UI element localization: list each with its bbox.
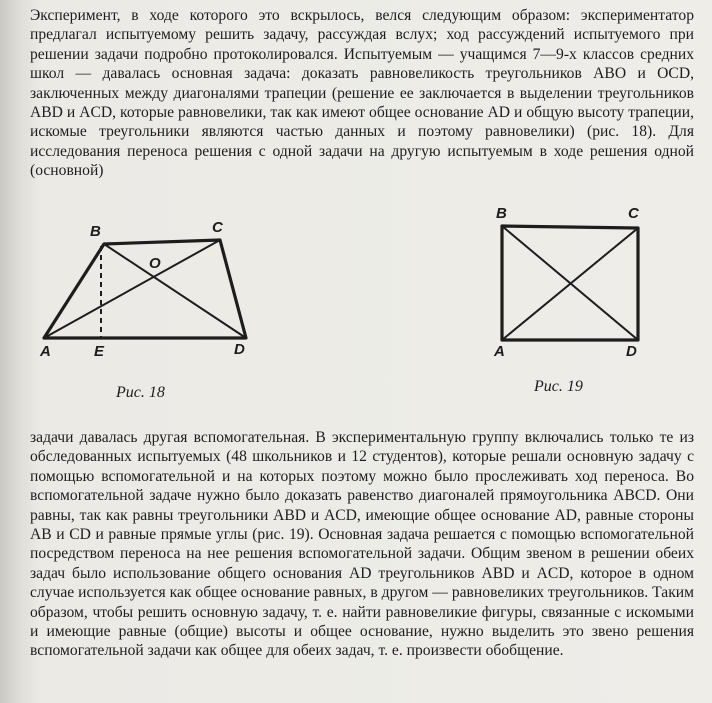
caption-figure-18: Рис. 18 [116, 384, 165, 401]
label-o: O [149, 255, 161, 272]
rectangle-diagram [488, 200, 658, 362]
label-d: D [626, 343, 637, 360]
trapezoid-outline [44, 240, 246, 338]
label-a: A [494, 343, 505, 360]
paragraph-bottom: задачи давалась другая вспомогательная. В экспериментальную группу включались только те из обследованных испытуемых (48 школьников и 12 студентов), которые решали основную задачу с помощью вспомогательной и на которых поэтому можно было прослеживать ход переноса. Во вспомогательной задаче нужно было доказать равенство диагоналей прямоугольника ABCD. Они равны, так как равны треугольники ABD и ACD, имеющие общее основание AD, равные стороны AB и CD и равные прямые углы (рис. 19). Основная задача решается с помощью вспомогательной посредством переноса на нее решения вспомогательной задачи. Общим звеном в решении обеих задач было использование общего основания AD треугольников ABD и ACD, которое в одном случае используется как общее основание равных, в другом — равновеликих треугольников. Таким образом, чтобы решить основную задачу, т. е. найти равновеликие фигуры, связанные с искомыми и имеющие равные (общие) высоты и общее основание, нужно выделить это звено решения вспомогательной задачи как общее для обеих задач, т. е. произвести обобщение. [30, 429, 694, 660]
figure-19-rectangle [488, 200, 658, 362]
label-d: D [234, 341, 245, 358]
trapezoid-diagram [28, 212, 268, 362]
label-c: C [628, 205, 639, 222]
label-b: B [496, 205, 507, 222]
diagonal-ac [44, 240, 220, 338]
label-b: B [90, 223, 101, 240]
label-e: E [94, 343, 105, 360]
figure-18-trapezoid [28, 212, 268, 362]
label-a: A [40, 343, 51, 360]
paragraph-top: Эксперимент, в ходе которого это вскрылось, велся следующим образом: экспериментатор предлагал испытуемому решить задачу, рассуждая вслух; ход рассуждений испытуемого при решении задачи подробно протоколировался. Испытуемым — учащимся 7—9-х классов средних школ — давалась основная задача: доказать равновеликость треугольников ABO и OCD, заключенных между диагоналями трапеции (решение ее заключается в выделении треугольников ABD и ACD, которые равновелики, так как имеют общее основание AD и общую высоту трапеции, искомые треугольники являются частью данных и поэтому равновелики) (рис. 18). Для исследования переноса решения с одной задачи на другую испытуемым в ходе решения одной (основной) [30, 7, 694, 180]
label-c: C [212, 219, 223, 236]
caption-figure-19: Рис. 19 [534, 378, 583, 395]
